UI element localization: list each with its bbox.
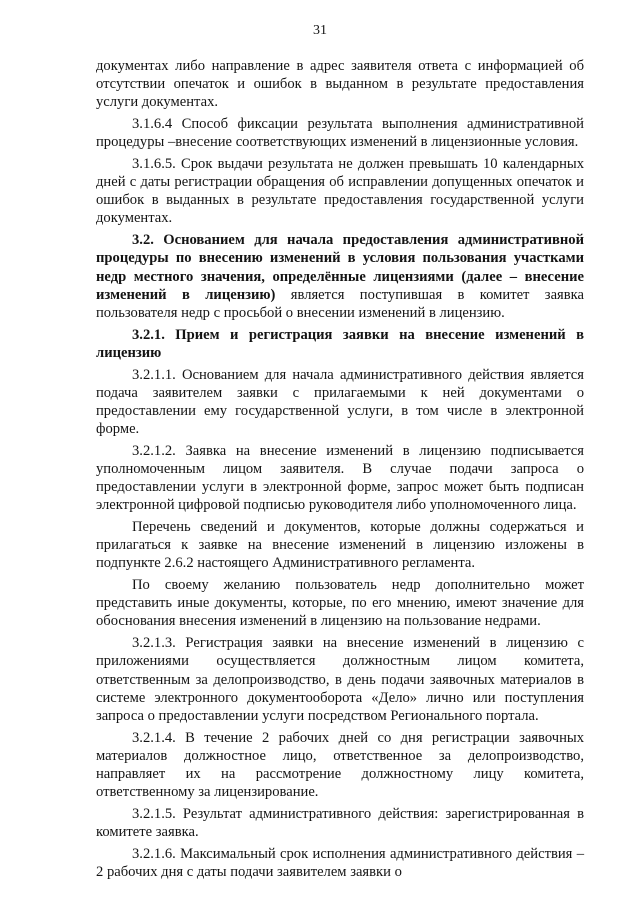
paragraph-text: 3.2.1.5. Результат административного действия: зарегистрированная в комитете заявка. — [96, 805, 584, 840]
section-heading-3-2-1 — [96, 326, 584, 362]
paragraph-additional-documents — [96, 576, 584, 630]
paragraph-text: Перечень сведений и документов, которые должны содержаться и прилагаться к заявке на внесение изменений в лицензию изложены в подпункте 2.6.2 настоящего Административного регламента. — [96, 519, 584, 572]
paragraph-3-1-6-4 — [96, 115, 584, 151]
section-heading-3-2: 3.2. Основанием для начала предоставления административной процедуры по внесению изменений в условия пользования участками недр местного значения, определённые лицензиями (далее – внесение изменений в лицензию) — [96, 232, 584, 303]
document-body — [96, 57, 584, 881]
paragraph-documents-list — [96, 518, 584, 572]
paragraph-text: 3.2.1.6. Максимальный срок исполнения административного действия – 2 рабочих дня с даты подачи заявителем заявки о — [96, 845, 584, 880]
heading-text: 3.2.1. Прием и регистрация заявки на внесение изменений в лицензию — [96, 326, 584, 361]
paragraph-text: 3.1.6.5. Срок выдачи результата не должен превышать 10 календарных дней с даты регистрации обращения об исправлении допущенных опечаток и ошибок в выданных в результате предоставления государственной услуги документах. — [96, 156, 584, 227]
paragraph-text: По своему желанию пользователь недр дополнительно может представить иные документы, которые, по его мнению, имеют значение для обоснования внесения изменений в лицензию на пользование недрами. — [96, 577, 584, 630]
paragraph-text: 3.2.1.1. Основанием для начала административного действия является подача заявителем заявки с прилагаемыми к ней документами о предоставлении ему государственной услуги, в том числе в электронной форме. — [96, 366, 584, 437]
paragraph-text: 3.2.1.3. Регистрация заявки на внесение изменений в лицензию с приложениями осуществляется должностным лицом комитета, ответственным за делопроизводство, в день подачи заявочных материалов в системе электронного документооборота «Дело» лично или поступления запроса о предоставлении услуги посредством Регионального портала. — [96, 635, 584, 724]
paragraph-3-2-1-6 — [96, 845, 584, 881]
paragraph-text: 3.2.1.2. Заявка на внесение изменений в лицензию подписывается уполномоченным лицом заявителя. В случае подачи запроса о предоставлении услуги в электронной форме, запрос может быть подписан электронной цифровой подписью руководителя либо уполномоченного лица. — [96, 442, 584, 514]
paragraph-3-2 — [96, 231, 584, 321]
paragraph-3-1-6-5 — [96, 155, 584, 227]
paragraph-text: 3.2.1.4. В течение 2 рабочих дней со дня регистрации заявочных материалов должностное лицо, ответственное за делопроизводство, направляет их на рассмотрение должностному лицу комитета, ответственному за лицензирование. — [96, 729, 584, 800]
paragraph-continuation — [96, 57, 584, 111]
paragraph-3-2-1-4 — [96, 729, 584, 801]
paragraph-text: 3.1.6.4 Способ фиксации результата выполнения административной процедуры –внесение соответствующих изменений в лицензионные условия. — [96, 116, 584, 151]
paragraph-text: документах либо направление в адрес заявителя ответа с информацией об отсутствии опечаток и ошибок в выданном в результате предоставления услуги документах. — [96, 58, 584, 111]
paragraph-3-2-1-5 — [96, 805, 584, 841]
paragraph-3-2-1-2 — [96, 442, 584, 514]
paragraph-text: является поступившая в комитет заявка пользователя недр с просьбой о внесении изменений в лицензию. — [96, 286, 585, 321]
page-number: 31 — [313, 23, 327, 38]
paragraph-3-2-1-1 — [96, 366, 584, 438]
paragraph-3-2-1-3 — [96, 634, 584, 724]
